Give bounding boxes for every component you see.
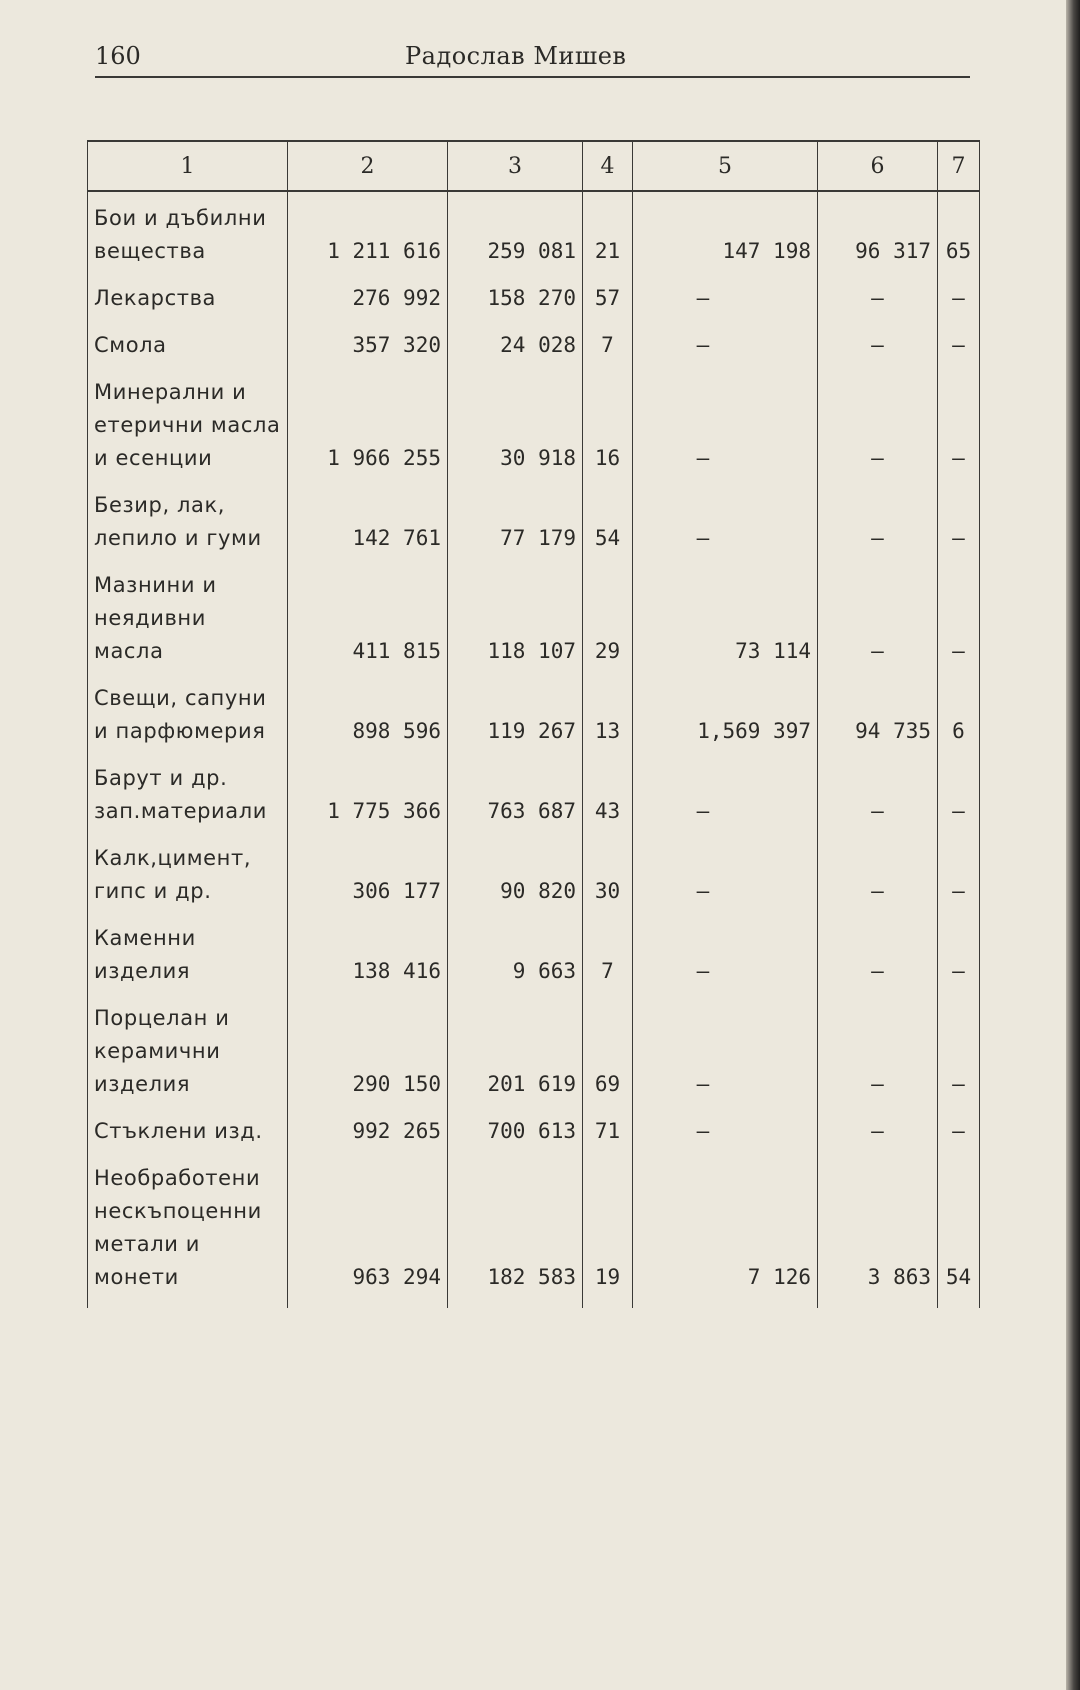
cell-col6: – (818, 272, 938, 319)
cell-col6: 94 735 (818, 672, 938, 752)
cell-col5: 147 198 (633, 191, 818, 272)
column-header-4: 4 (583, 141, 633, 191)
cell-col4: 16 (583, 366, 633, 479)
table-row (88, 912, 980, 992)
cell-col3: 158 270 (448, 272, 583, 319)
cell-col4: 19 (583, 1152, 633, 1308)
cell-col6: – (818, 992, 938, 1105)
cell-col7: – (938, 272, 980, 319)
commodity-name: Порцелан и керамични изделия (88, 992, 288, 1105)
cell-col3: 201 619 (448, 992, 583, 1105)
cell-col7: 6 (938, 672, 980, 752)
cell-col4: 71 (583, 1105, 633, 1152)
cell-col5: – (633, 832, 818, 912)
cell-col3: 9 663 (448, 912, 583, 992)
cell-col5: – (633, 319, 818, 366)
table-row (88, 752, 980, 832)
cell-col7: – (938, 479, 980, 559)
table-row (88, 832, 980, 912)
cell-col2: 276 992 (288, 272, 448, 319)
commodity-name: Смола (88, 319, 288, 366)
cell-col2: 992 265 (288, 1105, 448, 1152)
cell-col6: – (818, 479, 938, 559)
column-header-1: 1 (88, 141, 288, 191)
cell-col5: – (633, 272, 818, 319)
cell-col4: 69 (583, 992, 633, 1105)
page-number: 160 (95, 42, 141, 70)
table-row (88, 191, 980, 272)
commodity-name: Минерални и етерични масла и есенции (88, 366, 288, 479)
cell-col3: 24 028 (448, 319, 583, 366)
cell-col4: 13 (583, 672, 633, 752)
cell-col6: 3 863 (818, 1152, 938, 1308)
cell-col4: 54 (583, 479, 633, 559)
cell-col3: 700 613 (448, 1105, 583, 1152)
commodity-name: Каменни изделия (88, 912, 288, 992)
page-binding-shadow (1066, 0, 1080, 1690)
cell-col7: – (938, 366, 980, 479)
cell-col3: 119 267 (448, 672, 583, 752)
commodity-name: Барут и др. зап.материали (88, 752, 288, 832)
cell-col3: 118 107 (448, 559, 583, 672)
cell-col3: 77 179 (448, 479, 583, 559)
cell-col2: 1 775 366 (288, 752, 448, 832)
cell-col7: – (938, 1105, 980, 1152)
cell-col2: 1 966 255 (288, 366, 448, 479)
column-header-6: 6 (818, 141, 938, 191)
cell-col5: – (633, 1105, 818, 1152)
cell-col2: 290 150 (288, 992, 448, 1105)
cell-col5: 1,569 397 (633, 672, 818, 752)
cell-col7: 65 (938, 191, 980, 272)
cell-col4: 21 (583, 191, 633, 272)
cell-col2: 963 294 (288, 1152, 448, 1308)
table-row (88, 1152, 980, 1308)
cell-col2: 411 815 (288, 559, 448, 672)
cell-col2: 306 177 (288, 832, 448, 912)
commodity-name: Необработени нескъпоценни метали и монети (88, 1152, 288, 1308)
cell-col3: 259 081 (448, 191, 583, 272)
cell-col3: 90 820 (448, 832, 583, 912)
cell-col5: – (633, 366, 818, 479)
cell-col2: 142 761 (288, 479, 448, 559)
cell-col7: 54 (938, 1152, 980, 1308)
cell-col6: – (818, 1105, 938, 1152)
cell-col7: – (938, 559, 980, 672)
table-row (88, 559, 980, 672)
cell-col4: 7 (583, 319, 633, 366)
cell-col5: 73 114 (633, 559, 818, 672)
column-header-row (88, 141, 980, 191)
commodity-name: Бои и дъбилни вещества (88, 191, 288, 272)
cell-col5: – (633, 479, 818, 559)
statistics-table (87, 140, 980, 1308)
cell-col7: – (938, 752, 980, 832)
cell-col2: 898 596 (288, 672, 448, 752)
cell-col4: 7 (583, 912, 633, 992)
cell-col4: 43 (583, 752, 633, 832)
cell-col7: – (938, 912, 980, 992)
cell-col6: – (818, 559, 938, 672)
cell-col5: – (633, 912, 818, 992)
cell-col4: 30 (583, 832, 633, 912)
commodity-name: Свещи, сапуни и парфюмерия (88, 672, 288, 752)
column-header-7: 7 (938, 141, 980, 191)
cell-col2: 1 211 616 (288, 191, 448, 272)
table-row (88, 272, 980, 319)
cell-col5: – (633, 992, 818, 1105)
table-row (88, 479, 980, 559)
table-row (88, 319, 980, 366)
commodity-name: Калк,цимент, гипс и др. (88, 832, 288, 912)
commodity-name: Мазнини и неядивни масла (88, 559, 288, 672)
table-row (88, 1105, 980, 1152)
cell-col3: 30 918 (448, 366, 583, 479)
commodity-name: Безир, лак, лепило и гуми (88, 479, 288, 559)
cell-col4: 57 (583, 272, 633, 319)
cell-col3: 182 583 (448, 1152, 583, 1308)
column-header-3: 3 (448, 141, 583, 191)
table-row (88, 992, 980, 1105)
cell-col2: 357 320 (288, 319, 448, 366)
cell-col7: – (938, 992, 980, 1105)
cell-col6: – (818, 366, 938, 479)
column-header-2: 2 (288, 141, 448, 191)
table-row (88, 672, 980, 752)
cell-col6: – (818, 752, 938, 832)
running-title: Радослав Мишев (405, 42, 627, 70)
cell-col2: 138 416 (288, 912, 448, 992)
commodity-name: Лекарства (88, 272, 288, 319)
cell-col5: 7 126 (633, 1152, 818, 1308)
cell-col6: – (818, 319, 938, 366)
cell-col6: – (818, 912, 938, 992)
cell-col6: 96 317 (818, 191, 938, 272)
cell-col6: – (818, 832, 938, 912)
page-header (95, 40, 970, 78)
cell-col7: – (938, 832, 980, 912)
column-header-5: 5 (633, 141, 818, 191)
cell-col5: – (633, 752, 818, 832)
table-row (88, 366, 980, 479)
commodity-name: Стъклени изд. (88, 1105, 288, 1152)
cell-col3: 763 687 (448, 752, 583, 832)
cell-col4: 29 (583, 559, 633, 672)
cell-col7: – (938, 319, 980, 366)
